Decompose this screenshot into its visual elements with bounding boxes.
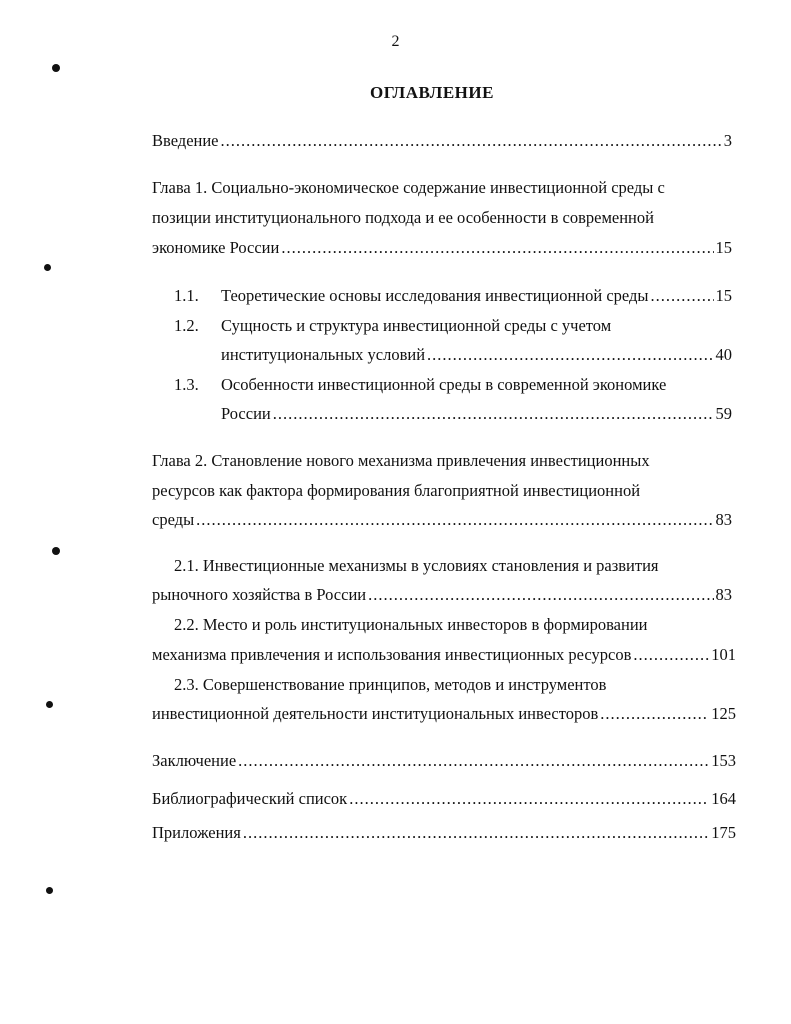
toc-label: Приложения (152, 823, 241, 842)
page-title: ОГЛАВЛЕНИЕ (370, 83, 494, 102)
toc-label: Теоретические основы исследования инвестиционной среды (221, 286, 649, 305)
leader-dots (243, 823, 709, 843)
leader-dots (273, 404, 714, 424)
toc-entry-conclusion[interactable] (152, 751, 736, 771)
toc-entry-chapter1[interactable] (152, 238, 732, 258)
leader-dots (427, 345, 713, 365)
toc-entry-section-2-1[interactable] (152, 585, 732, 605)
toc-entry-section-1-3[interactable] (221, 404, 732, 424)
leader-dots (349, 789, 709, 809)
toc-page: 40 (715, 345, 732, 364)
leader-dots (600, 704, 709, 724)
toc-page: 15 (715, 238, 732, 257)
scan-speck (52, 64, 60, 72)
toc-label: России (221, 404, 271, 423)
toc-page: 125 (711, 704, 736, 723)
toc-page: 83 (715, 585, 732, 604)
toc-entry-bibliography[interactable] (152, 789, 736, 809)
toc-page: 3 (723, 131, 732, 150)
section-2-1-line1: 2.1. Инвестиционные механизмы в условиях становления и развития (174, 556, 659, 575)
toc-label: рыночного хозяйства в России (152, 585, 367, 604)
toc-entry-chapter2[interactable] (152, 510, 732, 530)
chapter2-line2: ресурсов как фактора формирования благоприятной инвестиционной (152, 481, 641, 500)
leader-dots (281, 238, 713, 258)
toc-label: инвестиционной деятельности институциональных инвесторов (152, 704, 599, 723)
section-number: 1.1. (174, 286, 199, 305)
section-number: 1.3. (174, 375, 199, 394)
leader-dots (368, 585, 713, 605)
toc-page: 15 (715, 286, 732, 305)
toc-entry-section-2-3[interactable] (152, 704, 736, 724)
toc-label: механизма привлечения и использования инвестиционных ресурсов (152, 645, 632, 664)
toc-entry-intro[interactable] (152, 131, 732, 151)
toc-page: 83 (715, 510, 732, 529)
section-number: 1.2. (174, 316, 199, 335)
scan-speck (52, 547, 60, 555)
toc-label: Библиографический список (152, 789, 348, 808)
toc-page: 101 (711, 645, 736, 664)
toc-page: 59 (715, 404, 732, 423)
chapter1-line1: Глава 1. Социально-экономическое содержание инвестиционной среды с (152, 178, 665, 197)
toc-label: институциональных условий (221, 345, 426, 364)
leader-dots (196, 510, 713, 530)
toc-entry-section-1-2[interactable] (221, 345, 732, 365)
leader-dots (650, 286, 713, 306)
toc-page: 164 (711, 789, 736, 808)
toc-entry-section-1-1[interactable] (221, 286, 732, 306)
toc-entry-appendices[interactable] (152, 823, 736, 843)
section-2-2-line1: 2.2. Место и роль институциональных инвесторов в формировании (174, 615, 648, 634)
leader-dots (221, 131, 722, 151)
chapter2-line1: Глава 2. Становление нового механизма привлечения инвестиционных (152, 451, 650, 470)
toc-entry-section-2-2[interactable] (152, 645, 736, 665)
section-2-3-line1: 2.3. Совершенствование принципов, методов и инструментов (174, 675, 607, 694)
scan-speck (44, 264, 51, 271)
scan-speck (46, 701, 53, 708)
leader-dots (238, 751, 709, 771)
toc-label: среды (152, 510, 195, 529)
page-number: 2 (391, 33, 400, 50)
toc-page: 175 (711, 823, 736, 842)
section-1-2-line1: Сущность и структура инвестиционной среды с учетом (221, 316, 612, 335)
toc-label: Введение (152, 131, 219, 150)
section-1-3-line1: Особенности инвестиционной среды в современной экономике (221, 375, 667, 394)
leader-dots (633, 645, 709, 665)
scan-speck (46, 887, 53, 894)
toc-label: экономике России (152, 238, 280, 257)
toc-page: 153 (711, 751, 736, 770)
chapter1-line2: позиции институционального подхода и ее особенности в современной (152, 208, 654, 227)
toc-label: Заключение (152, 751, 237, 770)
